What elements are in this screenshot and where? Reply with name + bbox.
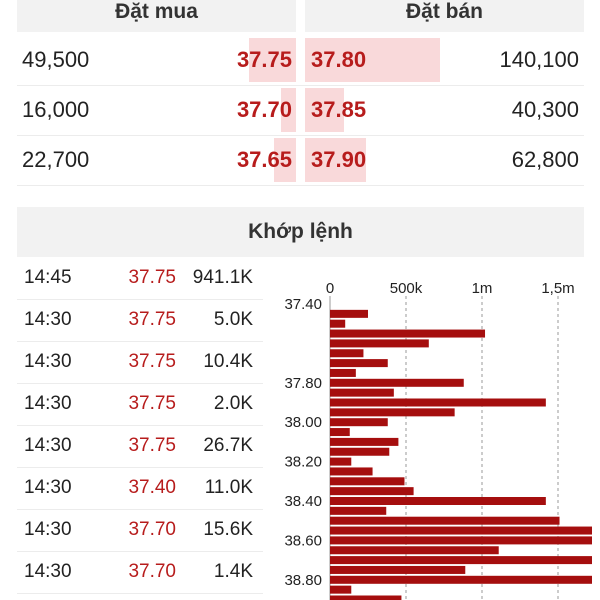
- order-book-row: [17, 35, 584, 86]
- trade-row: [17, 551, 263, 594]
- sell-volume: 40,300: [511, 97, 579, 122]
- volume-bar: [330, 586, 351, 594]
- trade-row: [17, 341, 263, 384]
- volume-bar: [330, 487, 414, 495]
- trade-row: [17, 257, 263, 300]
- volume-bar: [330, 527, 592, 535]
- volume-bar: [330, 339, 429, 347]
- volume-bar: [330, 497, 546, 505]
- volume-bar: [330, 596, 401, 600]
- y-tick-label: 38.20: [284, 453, 322, 471]
- volume-bar: [330, 566, 465, 574]
- trade-volume: 941.1K: [192, 267, 253, 288]
- volume-bar: [330, 379, 464, 387]
- trade-time: 14:30: [24, 477, 72, 498]
- trade-price: 37.75: [128, 351, 176, 372]
- volume-bar: [330, 359, 388, 367]
- trade-price: 37.70: [128, 561, 176, 582]
- buy-volume: 49,500: [22, 47, 90, 72]
- volume-bar: [330, 349, 363, 357]
- y-tick-label: 38.60: [284, 532, 322, 550]
- buy-price: 37.65: [236, 147, 292, 172]
- trade-price: 37.70: [128, 519, 176, 540]
- y-tick-label: 37.80: [284, 374, 322, 392]
- sell-price: 37.80: [311, 47, 367, 72]
- y-tick-label: 38.40: [284, 493, 322, 510]
- volume-bar: [330, 467, 373, 475]
- trade-price: 37.40: [128, 477, 176, 498]
- trade-price: 37.75: [128, 393, 176, 414]
- y-tick-label: 37.40: [284, 296, 322, 313]
- sell-volume: 62,800: [511, 147, 579, 172]
- trade-volume: 10.4K: [203, 351, 253, 372]
- volume-bar: [330, 556, 592, 564]
- volume-bar: [330, 428, 350, 436]
- trade-price: 37.75: [128, 435, 176, 456]
- y-tick-label: 38.00: [284, 414, 322, 432]
- volume-by-price-chart: [272, 272, 592, 600]
- trade-volume: 11.0K: [204, 477, 253, 498]
- sell-orders-header: Đặt bán: [305, 0, 584, 32]
- trade-volume: 5.0K: [213, 309, 253, 330]
- buy-volume: 22,700: [22, 147, 90, 172]
- trade-time: 14:30: [24, 519, 72, 540]
- volume-bar: [330, 517, 560, 525]
- y-tick-label: 38.80: [284, 571, 322, 589]
- volume-bar: [330, 389, 394, 397]
- buy-price: 37.75: [236, 47, 292, 72]
- trade-time: 14:30: [24, 393, 72, 414]
- order-book-row: [17, 85, 584, 136]
- trade-price: 37.75: [128, 267, 176, 288]
- volume-bar: [330, 477, 404, 485]
- sell-volume: 140,100: [499, 47, 579, 72]
- buy-volume: 16,000: [22, 97, 90, 122]
- volume-bar: [330, 536, 592, 544]
- volume-bar: [330, 507, 386, 515]
- volume-bar: [330, 310, 368, 318]
- volume-bar: [330, 399, 546, 407]
- matched-orders-title: Khớp lệnh: [17, 207, 584, 257]
- volume-bar: [330, 330, 485, 338]
- trade-volume: 1.4K: [213, 561, 253, 582]
- sell-price: 37.90: [311, 147, 367, 172]
- x-tick-label: 500k: [389, 280, 423, 297]
- order-book-row: [17, 135, 584, 186]
- trade-time: 14:30: [24, 309, 72, 330]
- trade-row: [17, 509, 263, 552]
- trade-volume: 15.6K: [203, 519, 253, 540]
- trade-row: [17, 383, 263, 426]
- x-tick-label: 1,5m: [541, 280, 575, 297]
- sell-price: 37.85: [311, 97, 367, 122]
- trade-row: [17, 425, 263, 468]
- x-tick-label: 1m: [471, 280, 493, 297]
- trade-volume: 26.7K: [203, 435, 253, 456]
- trade-time: 14:30: [24, 351, 72, 372]
- volume-bar: [330, 418, 388, 426]
- trade-time: 14:30: [24, 435, 72, 456]
- trade-volume: 2.0K: [213, 393, 253, 414]
- volume-bar: [330, 369, 356, 377]
- trade-time: 14:45: [24, 267, 72, 288]
- volume-bar: [330, 546, 499, 554]
- trade-time: 14:30: [24, 561, 72, 582]
- volume-bar: [330, 448, 389, 456]
- buy-price: 37.70: [236, 97, 292, 122]
- volume-bar: [330, 320, 345, 328]
- x-tick-label: 0: [325, 280, 335, 297]
- buy-orders-header: Đặt mua: [17, 0, 296, 32]
- trade-row: [17, 299, 263, 342]
- volume-bar: [330, 408, 455, 416]
- volume-bar: [330, 458, 351, 466]
- trade-price: 37.75: [128, 309, 176, 330]
- volume-bar: [330, 438, 398, 446]
- volume-bar: [330, 576, 592, 584]
- trade-row: [17, 467, 263, 510]
